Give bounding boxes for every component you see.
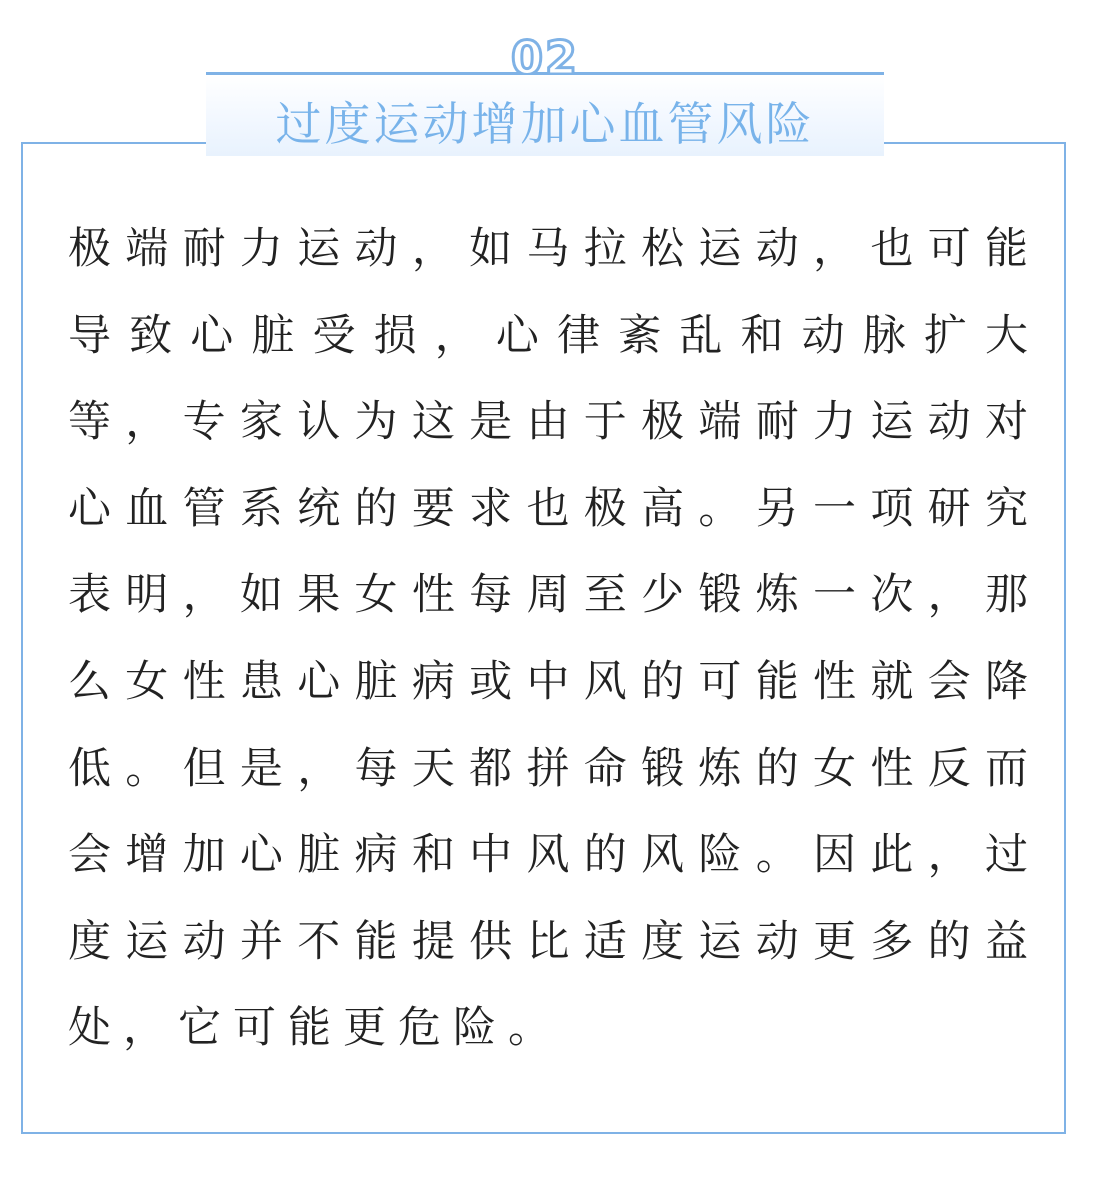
body-line-5: 表明，如果女性每周至少锻炼一次，那 xyxy=(68,570,1028,621)
body-paragraph xyxy=(68,206,1028,1072)
body-line-7: 低。但是，每天都拼命锻炼的女性反而 xyxy=(68,743,1028,794)
body-line-4: 心血管系统的要求也极高。另一项研究 xyxy=(68,483,1028,534)
body-line-9: 度运动并不能提供比适度运动更多的益 xyxy=(68,916,1028,967)
section-number: 02 xyxy=(510,31,579,74)
body-line-3: 等，专家认为这是由于极端耐力运动对 xyxy=(68,397,1028,448)
body-line-8: 会增加心脏病和中风的风险。因此，过 xyxy=(68,830,1028,881)
body-line-10: 处，它可能更危险。 xyxy=(68,1003,563,1054)
body-line-6: 么女性患心脏病或中风的可能性就会降 xyxy=(68,656,1028,707)
body-line-2: 导致心脏受损，心律紊乱和动脉扩大 xyxy=(68,310,1028,361)
section-title: 过度运动增加心血管风险 xyxy=(275,97,815,151)
body-line-1: 极端耐力运动，如马拉松运动，也可能 xyxy=(68,224,1028,274)
